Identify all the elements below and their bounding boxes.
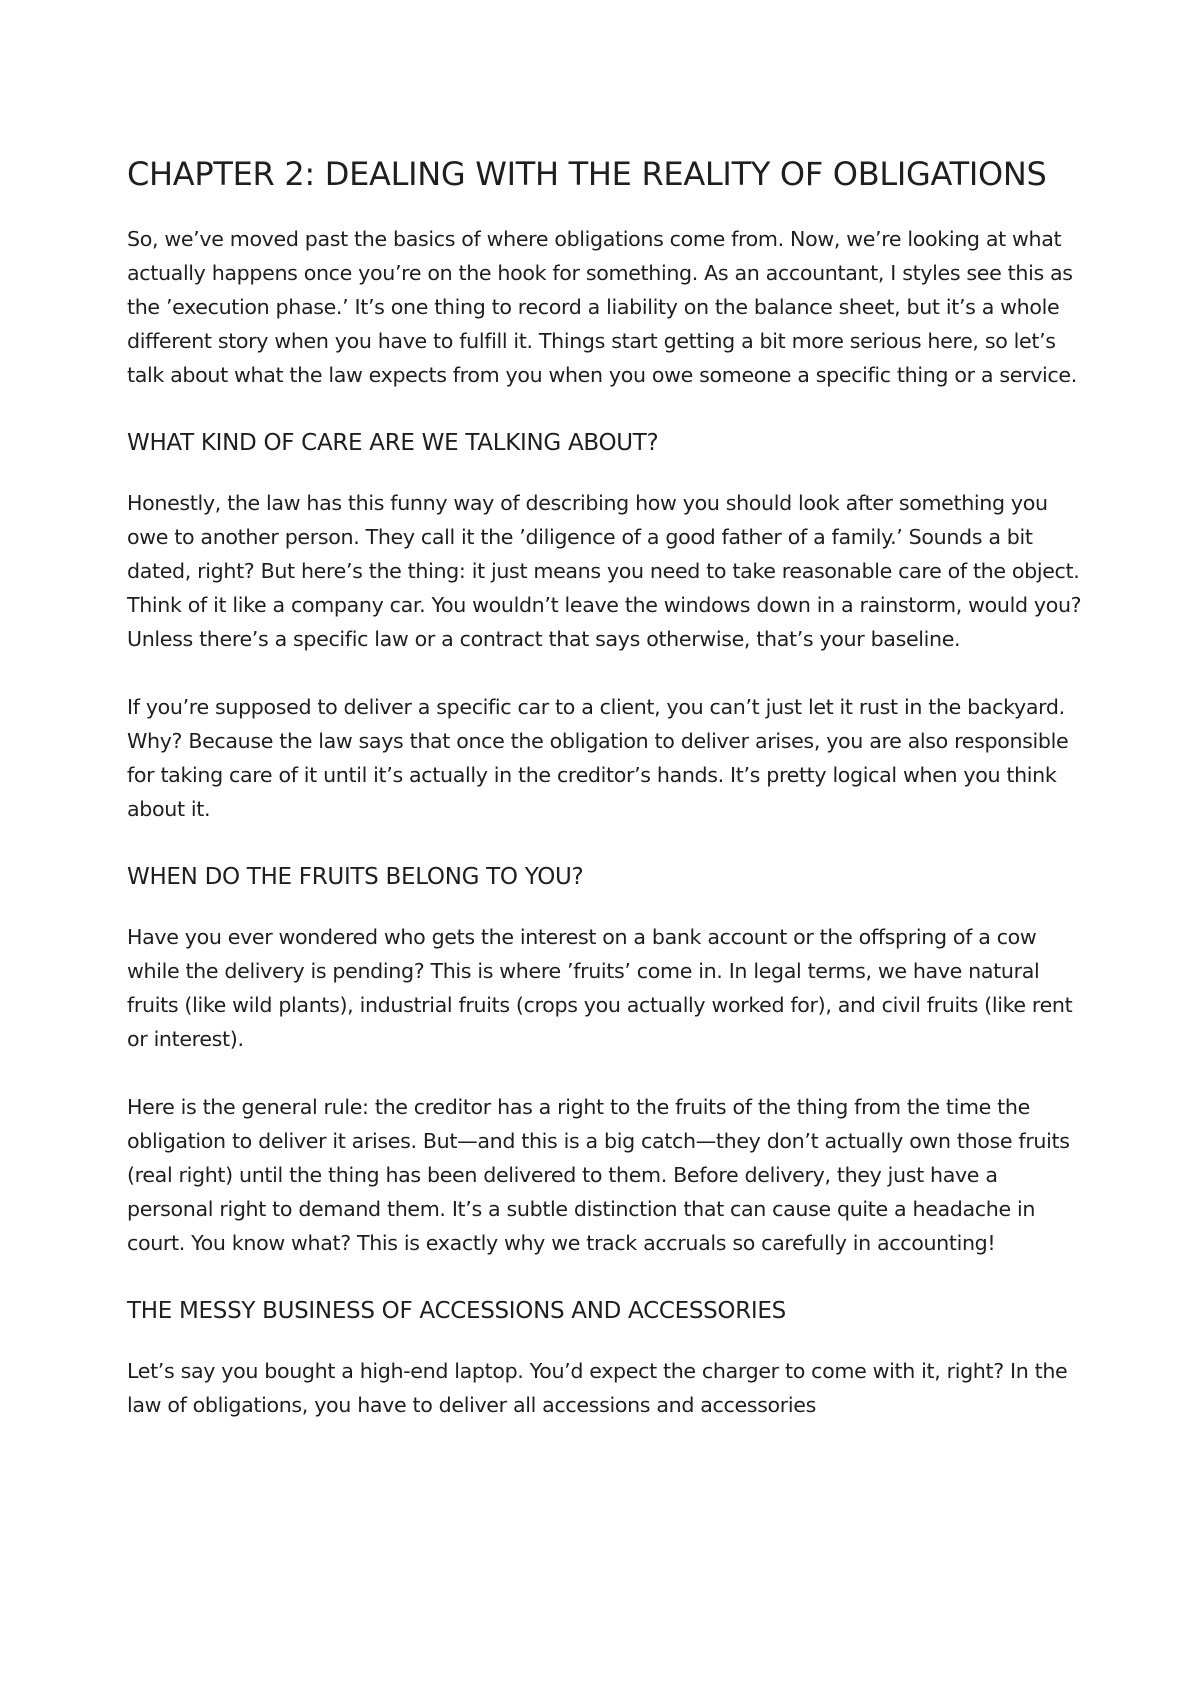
section-heading-accessions: THE MESSY BUSINESS OF ACCESSIONS AND ACCESSORIES	[127, 1298, 786, 1324]
fruits-paragraph-2: Here is the general rule: the creditor has a right to the fruits of the thing from the time the obligation to deliver it arises. But—and this is a big catch—they don’t actually own those fruits (real right) until the thing has been delivered to them. Before delivery, they just have a personal right to demand them. It’s a subtle distinction that can cause quite a headache in court. You know what? This is exactly why we track accruals so carefully in accounting!	[127, 1095, 1070, 1255]
section-heading-care: WHAT KIND OF CARE ARE WE TALKING ABOUT?	[127, 430, 659, 456]
care-paragraph-2: If you’re supposed to deliver a specific car to a client, you can’t just let it rust in the backyard. Why? Because the law says that once the obligation to deliver arises, you are also responsible for taking care of it until it’s actually in the creditor’s hands. It’s pretty logical when you think about it.	[127, 695, 1069, 821]
chapter-title: CHAPTER 2: DEALING WITH THE REALITY OF OBLIGATIONS	[127, 155, 1047, 193]
document-page	[127, 148, 1087, 1422]
accessions-paragraph-1: Let’s say you bought a high-end laptop. You’d expect the charger to come with it, right? In the law of obligations, you have to deliver all accessions and accessories	[127, 1359, 1068, 1417]
fruits-paragraph-1: Have you ever wondered who gets the interest on a bank account or the offspring of a cow while the delivery is pending? This is where ’fruits’ come in. In legal terms, we have natural fruits (like wild plants), industrial fruits (crops you actually worked for), and civil fruits (like rent or interest).	[127, 925, 1073, 1051]
intro-paragraph: So, we’ve moved past the basics of where obligations come from. Now, we’re looking at what actually happens once you’re on the hook for something. As an accountant, I styles see this as the ’execution phase.’ It’s one thing to record a liability on the balance sheet, but it’s a whole different story when you have to fulfill it. Things start getting a bit more serious here, so let’s talk about what the law expects from you when you owe someone a specific thing or a service.	[127, 227, 1077, 387]
section-heading-fruits: WHEN DO THE FRUITS BELONG TO YOU?	[127, 864, 584, 890]
care-paragraph-1: Honestly, the law has this funny way of describing how you should look after something you owe to another person. They call it the ’diligence of a good father of a family.’ Sounds a bit dated, right? But here’s the thing: it just means you need to take reasonable care of the object. Think of it like a company car. You wouldn’t leave the windows down in a rainstorm, would you? Unless there’s a specific law or a contract that says otherwise, that’s your baseline.	[127, 491, 1082, 651]
